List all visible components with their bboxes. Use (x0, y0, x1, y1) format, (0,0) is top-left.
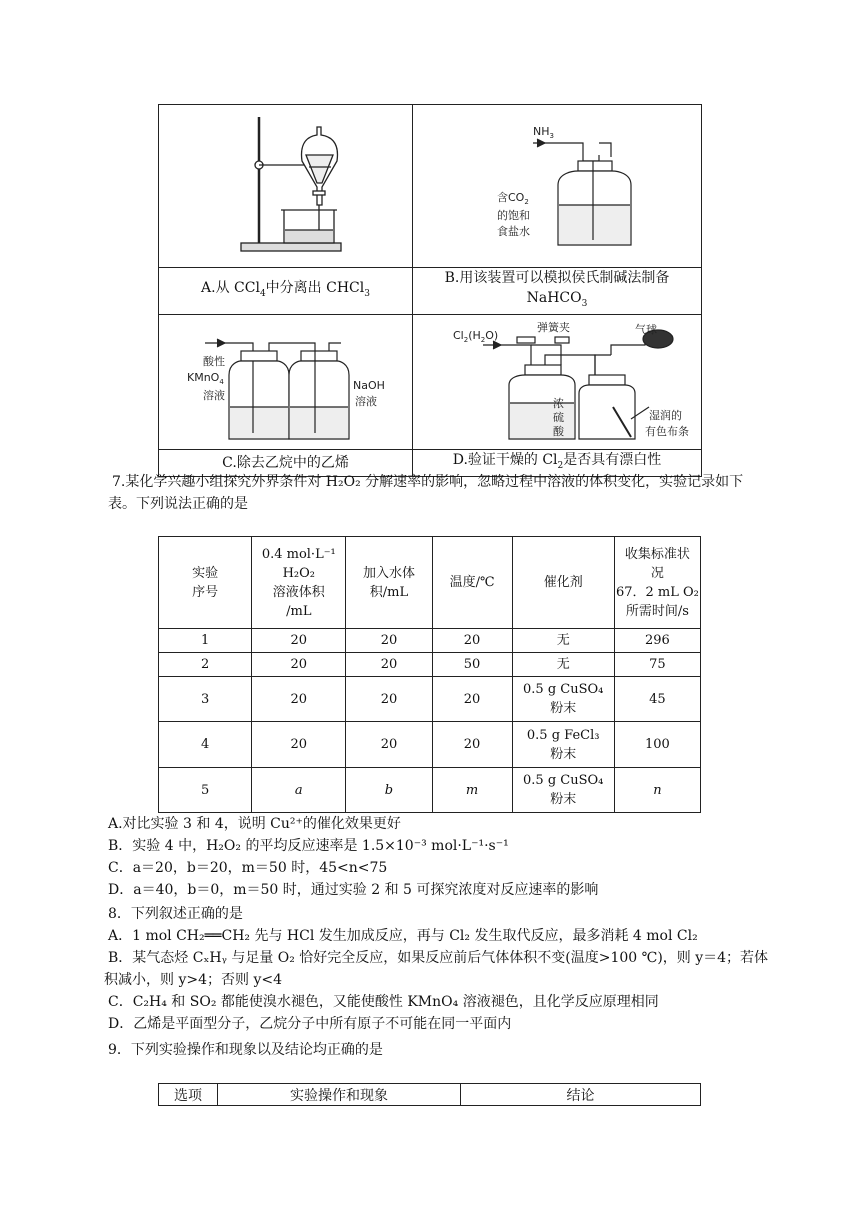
c-left-label-2: KMnO$_4$ (187, 370, 224, 386)
d-acid-label-3: 酸 (553, 424, 564, 438)
q7-header-catalyst: 催化剂 (512, 537, 614, 629)
cell-id: 1 (159, 629, 252, 653)
b-solution-label-1: 含$CO_2$ (497, 191, 529, 206)
q7-option-b: B．实验 4 中，H₂O₂ 的平均反应速率是 1.5×10⁻³ mol·L⁻¹·s⁻¹ (108, 838, 509, 854)
table-row (159, 677, 701, 722)
cell-catalyst: 0.5 g CuSO₄ 粉末 (512, 768, 614, 813)
q8-option-b-cont: 积减小，则 y>4；否则 y<4 (104, 972, 282, 988)
cell-id: 2 (159, 653, 252, 677)
table-row (159, 768, 701, 813)
cell-water: b (346, 768, 432, 813)
cell-catalyst: 0.5 g FeCl₃ 粉末 (512, 722, 614, 768)
table-row (159, 629, 701, 653)
d-gas-label: $Cl_2(H_2O)$ (453, 328, 499, 344)
q8-stem: 8．下列叙述正确的是 (108, 906, 243, 922)
apparatus-table (158, 104, 702, 477)
q7-option-d: D．a＝40，b＝0，m＝50 时，通过实验 2 和 5 可探究浓度对反应速率的影响 (108, 882, 599, 898)
q8-option-a: A．1 mol CH₂══CH₂ 先与 HCl 发生加成反应，再与 Cl₂ 发生取代反应，最多消耗 4 mol Cl₂ (108, 928, 698, 944)
q7-table (158, 536, 701, 813)
apparatus-d-cell (413, 314, 702, 449)
q9-stem: 9．下列实验操作和现象以及结论均正确的是 (108, 1042, 383, 1058)
cell-volume: a (252, 768, 346, 813)
table-row (159, 722, 701, 768)
q9-table (158, 1083, 701, 1106)
chlorine-bleach-figure (413, 315, 701, 445)
cell-volume: 20 (252, 722, 346, 768)
apparatus-b-cell (413, 105, 702, 268)
apparatus-b-caption: B.用该装置可以模拟侯氏制碱法制备 NaHCO$_3$ (413, 268, 702, 315)
q7-header-volume: 0.4 mol·L⁻¹ H₂O₂ 溶液体积 /mL (252, 537, 346, 629)
c-left-label-3: 溶液 (203, 388, 225, 402)
cell-id: 3 (159, 677, 252, 722)
cell-time: 75 (614, 653, 700, 677)
cell-temp: 20 (432, 677, 512, 722)
c-left-label-1: 酸性 (203, 354, 225, 368)
gas-washing-bottle-figure (413, 105, 701, 263)
table-row (159, 653, 701, 677)
q7-stem (108, 471, 792, 515)
cell-water: 20 (346, 677, 432, 722)
cell-time: 45 (614, 677, 700, 722)
q7-header-temp: 温度/℃ (432, 537, 512, 629)
cell-catalyst: 无 (512, 629, 614, 653)
q8-option-c: C．C₂H₄ 和 SO₂ 都能使溴水褪色，又能使酸性 KMnO₄ 溶液褪色，且化学反应原理相同 (108, 994, 659, 1010)
cell-time: n (614, 768, 700, 813)
q7-stem-line-2: 表。下列说法正确的是 (108, 496, 248, 512)
q9-header-conclusion: 结论 (461, 1084, 701, 1106)
cell-temp: 20 (432, 722, 512, 768)
q8-option-d: D．乙烯是平面型分子，乙烷分子中所有原子不可能在同一平面内 (108, 1016, 512, 1032)
q8-option-b: B．某气态烃 CₓHᵧ 与足量 O₂ 恰好完全反应，如果反应前后气体体积不变(温度>100 ℃)，则 y＝4；若体 (108, 950, 769, 966)
cell-temp: m (432, 768, 512, 813)
d-cloth-label-1: 湿润的 (649, 408, 682, 422)
cell-volume: 20 (252, 677, 346, 722)
cell-time: 100 (614, 722, 700, 768)
q9-header-operation: 实验操作和现象 (218, 1084, 461, 1106)
cell-volume: 20 (252, 653, 346, 677)
c-right-label-2: 溶液 (355, 394, 377, 408)
cell-temp: 20 (432, 629, 512, 653)
q7-header-id: 实验 序号 (159, 537, 252, 629)
cell-water: 20 (346, 629, 432, 653)
b-gas-label: $NH_3$ (533, 125, 554, 140)
apparatus-d-caption: D.验证干燥的 $Cl_2$是否具有漂白性 (413, 449, 702, 476)
b-solution-label-2: 的饱和 (497, 209, 530, 222)
apparatus-a-cell (159, 105, 413, 268)
cell-time: 296 (614, 629, 700, 653)
cell-id: 5 (159, 768, 252, 813)
d-acid-label-1: 浓 (553, 396, 564, 410)
apparatus-c-caption: C.除去乙烷中的乙烯 (159, 449, 413, 476)
apparatus-c-cell (159, 314, 413, 449)
d-balloon-label: 气球 (635, 322, 657, 336)
cell-water: 20 (346, 653, 432, 677)
cell-catalyst: 无 (512, 653, 614, 677)
d-clamp-label: 弹簧夹 (537, 320, 570, 334)
q7-stem-line-1: 7.某化学兴趣小组探究外界条件对 H₂O₂ 分解速率的影响，忽略过程中溶液的体积变化，实验记录如下 (112, 474, 744, 490)
q7-header-time: 收集标准状 况 67．2 mL O₂ 所需时间/s (614, 537, 700, 629)
cell-temp: 50 (432, 653, 512, 677)
q7-header-water: 加入水体 积/mL (346, 537, 432, 629)
c-right-label-1: NaOH (353, 378, 385, 392)
separatory-funnel-figure (159, 105, 412, 263)
q7-option-a: A.对比实验 3 和 4，说明 Cu²⁺的催化效果更好 (108, 816, 401, 832)
two-wash-bottles-figure (159, 315, 412, 445)
apparatus-a-caption: A.从 CCl$_4$中分离出 CHCl$_3$ (159, 268, 413, 315)
q7-options (108, 813, 808, 901)
b-solution-label-3: 食盐水 (497, 225, 530, 238)
q9-header-option: 选项 (159, 1084, 218, 1106)
d-acid-label-2: 硫 (553, 410, 564, 424)
cell-id: 4 (159, 722, 252, 768)
d-cloth-label-2: 有色布条 (645, 424, 689, 438)
cell-catalyst: 0.5 g CuSO₄ 粉末 (512, 677, 614, 722)
q7-option-c: C．a＝20，b＝20，m＝50 时，45<n<75 (108, 860, 388, 876)
cell-water: 20 (346, 722, 432, 768)
cell-volume: 20 (252, 629, 346, 653)
q8-block (104, 903, 808, 1035)
